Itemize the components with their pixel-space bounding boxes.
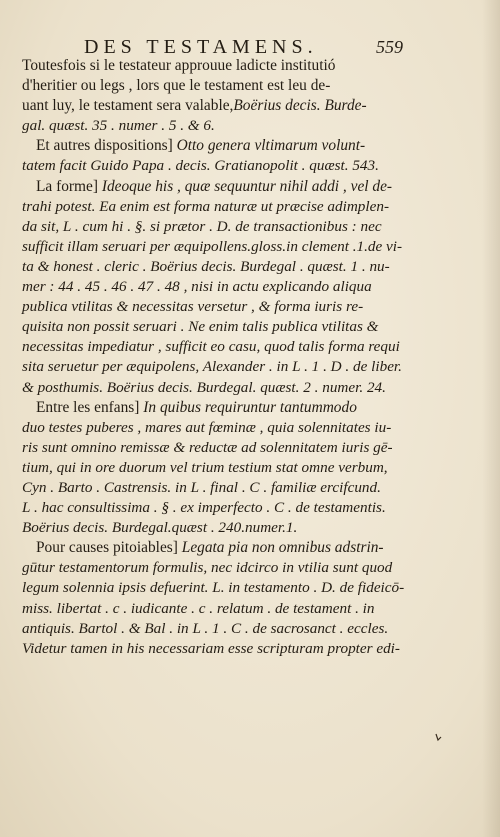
page-number: 559 [376,37,403,57]
text-line: gūtur testamentorum formulis, nec idcirco in vtilia sunt quod [22,559,393,577]
text-line: antiquis. Bartol . & Bal . in L . 1 . C . de sacrosanct . eccles. [22,619,389,637]
text-line: miss. libertat . c . iudicante . c . relatum . de testament . in [22,599,375,617]
running-head: DES TESTAMENS. [84,36,318,58]
text-line: da sit, L . cum hi . §. si prætor . D. de transactionibus : nec [22,217,382,235]
text-line: Entre les enfans] In quibus requiruntur tantummodo [36,398,357,416]
text-line: Boërius decis. Burdegal.quæst . 240.numer.1. [22,519,298,537]
text-line: ta & honest . cleric . Boërius decis. Burdegal . quæst. 1 . nu- [22,257,390,275]
text-line: ris sunt omnino remissæ & reductæ ad solennitatem iuris gē- [22,438,393,456]
text-line: d'heritier ou legs , lors que le testament est leu de- [22,77,331,95]
text-line: quisita non possit seruari . Ne enim talis publica vtilitas & [22,318,379,336]
text-line: Toutesfois si le testateur approuue ladicte institutió [22,57,336,74]
text-line: sita seruetur per æquipolens, Alexander . in L . 1 . D . de liber. [22,358,402,376]
text-line: tium, qui in ore duorum vel trium testium stat omne verbum, [22,458,388,476]
text-line: Cyn . Barto . Castrensis. in L . final . C . familiæ ercifcund. [22,478,381,496]
text-line: L . hac consultissima . § . ex imperfecto . C . de testamentis. [22,499,386,517]
text-line: tatem facit Guido Papa . decis. Gratianopolit . quæst. 543. [22,157,379,175]
text-line: necessitas impediatur , sufficit eo casu, quod talis forma requi [22,338,400,356]
text-line: publica vtilitas & necessitas versetur , & forma iuris re- [22,298,364,316]
text-line: Pour causes pitoiables] Legata pia non omnibus adstrin- [36,539,384,557]
text-line: sufficit illam seruari per æquipollens.gloss.in clement .1.de vi- [22,237,403,255]
text-line: La forme] Ideoque his , quæ sequuntur nihil addi , vel de- [36,177,393,195]
text-line: mer : 44 . 45 . 46 . 47 . 48 , nisi in actu explicando aliqua [22,278,372,296]
text-line: duo testes puberes , mares aut fœminæ , quia solennitates iu- [22,418,392,436]
text-line: legum solennia ipsis defuerint. L. in testamento . D. de fideicō- [22,579,405,597]
body-text [22,56,442,659]
text-line: Videtur tamen in his necessariam esse scripturam propter edi- [22,639,400,657]
text-line: Et autres dispositions] Otto genera vltimarum volunt- [36,137,366,155]
text-line: trahi potest. Ea enim est forma naturæ ut præcise adimplen- [22,197,390,215]
text-line: gal. quæst. 35 . numer . 5 . & 6. [22,117,215,135]
text-line: & posthumis. Boërius decis. Burdegal. quæst. 2 . numer. 24. [22,378,386,396]
text-line: uant luy, le testament sera valable,Boërius decis. Burde- [22,97,367,115]
ink-mark-icon [434,733,444,743]
